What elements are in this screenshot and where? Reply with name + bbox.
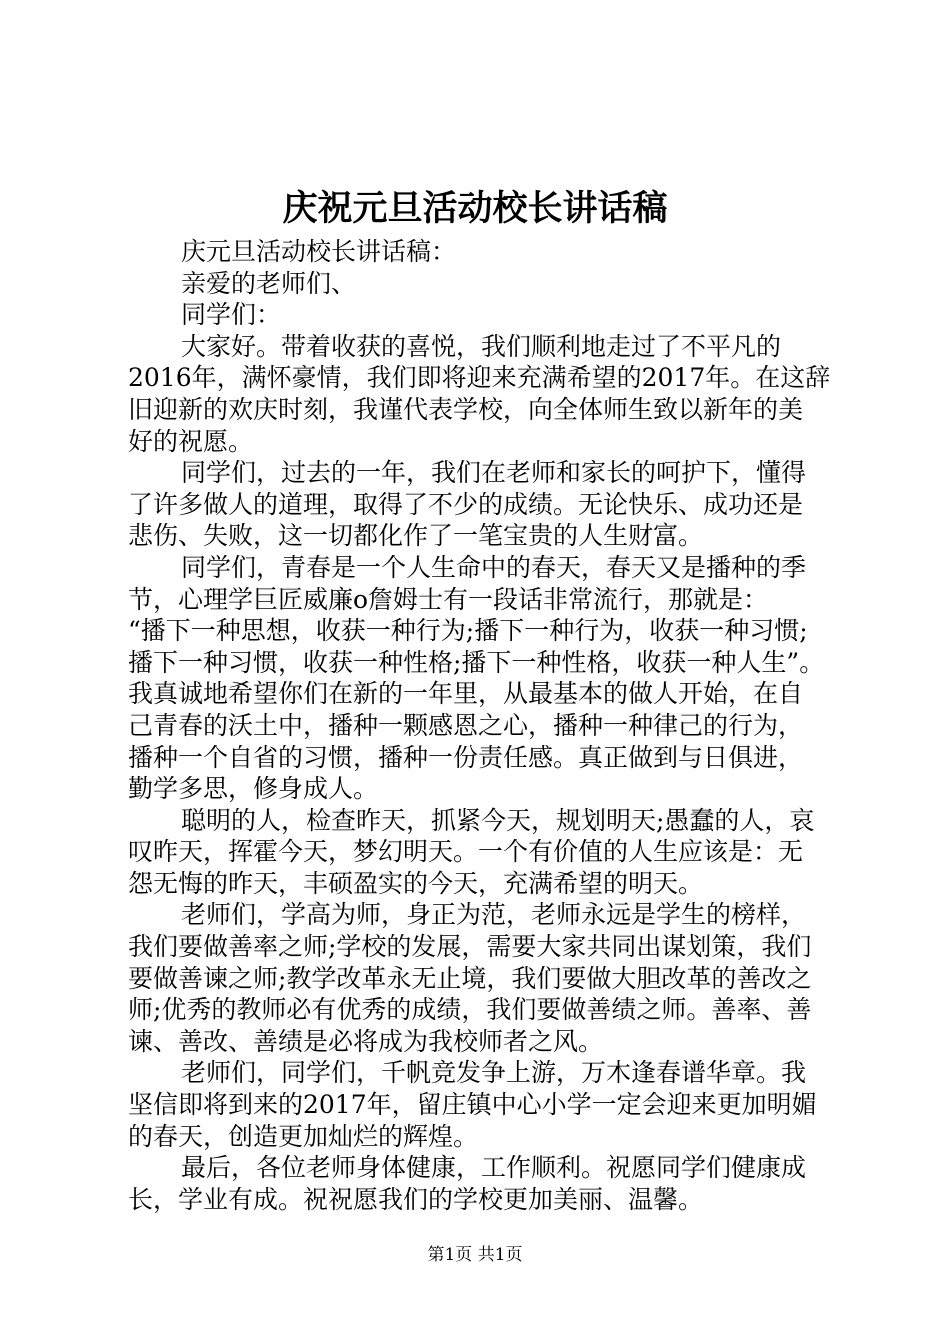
text-line: 旧迎新的欢庆时刻，我谨代表学校，向全体师生致以新年的美	[128, 394, 804, 424]
text-line: 坚信即将到来的2017年，留庄镇中心小学一定会迎来更加明媚	[128, 1090, 817, 1120]
text-line: 长，学业有成。祝祝愿我们的学校更加美丽、温馨。	[128, 1184, 704, 1214]
text-line: 大家好。带着收获的喜悦，我们顺利地走过了不平凡的	[181, 331, 782, 361]
text-line: 好的祝愿。	[128, 426, 254, 456]
text-line: 的春天，创造更加灿烂的辉煌。	[128, 1121, 479, 1151]
text-line: 庆元旦活动校长讲话稿：	[181, 237, 457, 266]
text-line: 我们要做善率之师;学校的发展，需要大家共同出谋划策，我们	[128, 932, 812, 962]
page-footer: 第1页 共1页	[427, 1245, 523, 1265]
text-line: 谏、善改、善绩是必将成为我校师者之风。	[128, 1026, 604, 1056]
text-line: 最后，各位老师身体健康，工作顺利。祝愿同学们健康成	[181, 1153, 807, 1183]
text-line: 悲伤、失败，这一切都化作了一笔宝贵的人生财富。	[128, 521, 704, 551]
text-line: 了许多做人的道理，取得了不少的成绩。无论快乐、成功还是	[128, 489, 804, 519]
document-title: 庆祝元旦活动校长讲话稿	[282, 188, 668, 229]
text-line: 聪明的人，检查昨天，抓紧今天，规划明天;愚蠢的人，哀	[181, 805, 815, 835]
text-line: 2016年，满怀豪情，我们即将迎来充满希望的2017年。在这辞	[128, 363, 831, 393]
text-line: 播种一个自省的习惯，播种一份责任感。真正做到与日俱进，	[128, 742, 804, 772]
text-line: 亲爱的老师们、	[181, 268, 357, 298]
text-line: 节，心理学巨匠威廉o詹姆士有一段话非常流行，那就是：	[128, 584, 769, 614]
document-body	[128, 236, 836, 1215]
text-line: 同学们，过去的一年，我们在老师和家长的呵护下，懂得	[181, 458, 807, 488]
text-line: 己青春的沃土中，播种一颗感恩之心，播种一种律己的行为，	[128, 710, 804, 740]
text-line: 播下一种习惯，收获一种性格;播下一种性格，收获一种人生”。	[128, 647, 825, 677]
text-line: “播下一种思想，收获一种行为;播下一种行为，收获一种习惯;	[128, 616, 808, 646]
text-line: 我真诚地希望你们在新的一年里，从最基本的做人开始，在自	[128, 679, 804, 709]
text-line: 同学们，青春是一个人生命中的春天，春天又是播种的季	[181, 552, 807, 582]
text-line: 老师们，学高为师，身正为范，老师永远是学生的榜样，	[181, 900, 807, 930]
text-line: 叹昨天，挥霍今天，梦幻明天。一个有价值的人生应该是：无	[128, 837, 804, 867]
text-line: 同学们：	[181, 300, 282, 330]
text-line: 怨无悔的昨天，丰硕盈实的今天，充满希望的明天。	[128, 868, 704, 898]
text-line: 老师们，同学们，千帆竞发争上游，万木逢春谱华章。我	[181, 1058, 807, 1088]
text-line: 师;优秀的教师必有优秀的成绩，我们要做善绩之师。善率、善	[128, 995, 812, 1025]
text-line: 要做善谏之师;教学改革永无止境，我们要做大胆改革的善改之	[128, 963, 812, 993]
text-line: 勤学多思，修身成人。	[128, 774, 379, 804]
